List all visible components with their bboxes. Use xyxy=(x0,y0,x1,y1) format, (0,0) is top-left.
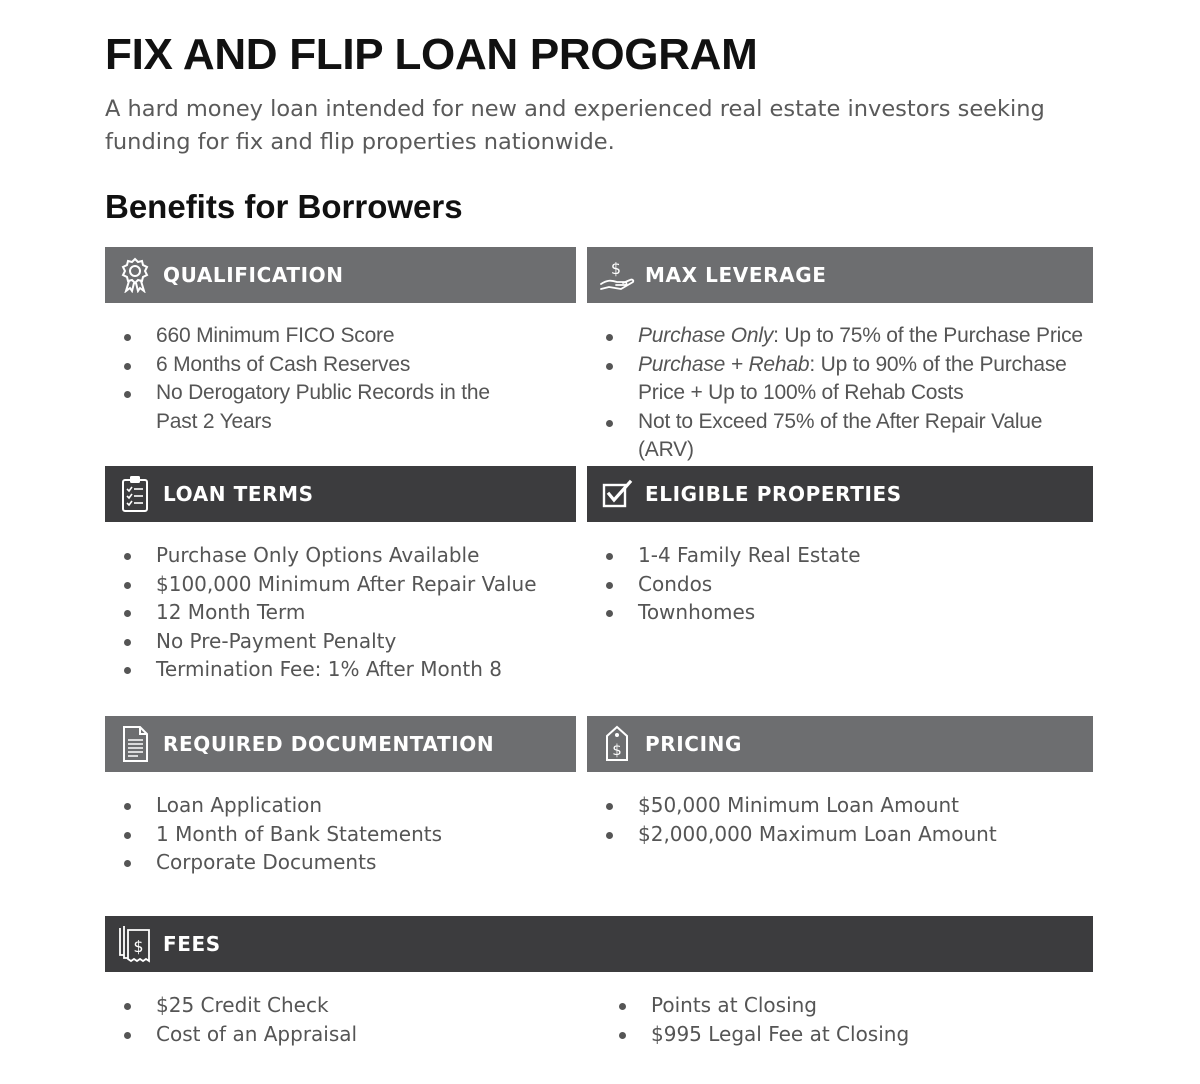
pricing-list xyxy=(587,791,1092,848)
pricing-header xyxy=(587,716,1093,772)
required-documentation-header xyxy=(105,716,576,772)
required-documentation-label: REQUIRED DOCUMENTATION xyxy=(163,732,495,756)
award-badge-icon xyxy=(115,255,155,295)
list-item: $25 Credit Check xyxy=(105,991,575,1020)
fees-list-right xyxy=(600,991,1090,1048)
required-documentation-list xyxy=(105,791,575,877)
eligible-properties-label: ELIGIBLE PROPERTIES xyxy=(645,482,902,506)
loan-terms-header xyxy=(105,466,576,522)
checkbox-icon xyxy=(597,474,637,514)
list-item: Purchase Only Options Available xyxy=(105,541,575,570)
list-item: Not to Exceed 75% of the After Repair Value (ARV) xyxy=(587,408,1092,465)
page-subtitle: A hard money loan intended for new and experienced real estate investors seeking funding for fix and flip properties nationwide. xyxy=(105,96,1045,155)
svg-text:$: $ xyxy=(612,741,622,759)
loan-terms-list xyxy=(105,541,575,684)
fees-header xyxy=(105,916,1093,972)
eligible-properties-list xyxy=(587,541,1092,627)
list-item: Corporate Documents xyxy=(105,848,575,877)
list-item: Points at Closing xyxy=(600,991,1090,1020)
leverage-text: : Up to 90% of the Purchase Price + Up to 100% of Rehab Costs xyxy=(638,352,1067,404)
list-item: 12 Month Term xyxy=(105,598,575,627)
loan-terms-label: LOAN TERMS xyxy=(163,482,314,506)
list-item: $2,000,000 Maximum Loan Amount xyxy=(587,820,1092,849)
list-item: No Pre-Payment Penalty xyxy=(105,627,575,656)
qualification-list xyxy=(105,322,505,436)
list-item xyxy=(587,351,1092,408)
list-item: 6 Months of Cash Reserves xyxy=(105,351,505,380)
clipboard-checklist-icon xyxy=(115,474,155,514)
list-item: No Derogatory Public Records in the Past 2 Years xyxy=(105,379,505,436)
list-item: 660 Minimum FICO Score xyxy=(105,322,505,351)
benefits-heading: Benefits for Borrowers xyxy=(105,188,463,225)
page-title: FIX AND FLIP LOAN PROGRAM xyxy=(105,30,758,79)
eligible-properties-header xyxy=(587,466,1093,522)
fees-list-left xyxy=(105,991,575,1048)
pricing-label: PRICING xyxy=(645,732,742,756)
list-item: Cost of an Appraisal xyxy=(105,1020,575,1049)
list-item: $995 Legal Fee at Closing xyxy=(600,1020,1090,1049)
list-item: $50,000 Minimum Loan Amount xyxy=(587,791,1092,820)
list-item: Condos xyxy=(587,570,1092,599)
list-item: Termination Fee: 1% After Month 8 xyxy=(105,655,575,684)
leverage-term: Purchase + Rehab xyxy=(638,352,810,376)
leverage-text: : Up to 75% of the Purchase Price xyxy=(773,324,1083,347)
max-leverage-header xyxy=(587,247,1093,303)
qualification-label: QUALIFICATION xyxy=(163,263,344,287)
fees-label: FEES xyxy=(163,932,221,956)
max-leverage-list xyxy=(587,322,1092,465)
svg-text:$: $ xyxy=(610,259,622,278)
max-leverage-label: MAX LEVERAGE xyxy=(645,263,827,287)
document-icon xyxy=(115,724,155,764)
price-tag-icon xyxy=(597,724,637,764)
list-item xyxy=(587,322,1092,351)
list-item: 1-4 Family Real Estate xyxy=(587,541,1092,570)
hand-dollar-icon xyxy=(597,255,637,295)
list-item: Townhomes xyxy=(587,598,1092,627)
list-item: $100,000 Minimum After Repair Value xyxy=(105,570,575,599)
svg-text:$: $ xyxy=(133,937,144,956)
list-item: Loan Application xyxy=(105,791,575,820)
list-item: 1 Month of Bank Statements xyxy=(105,820,575,849)
receipts-dollar-icon xyxy=(115,924,155,964)
leverage-term: Purchase Only xyxy=(638,324,774,347)
qualification-header xyxy=(105,247,576,303)
